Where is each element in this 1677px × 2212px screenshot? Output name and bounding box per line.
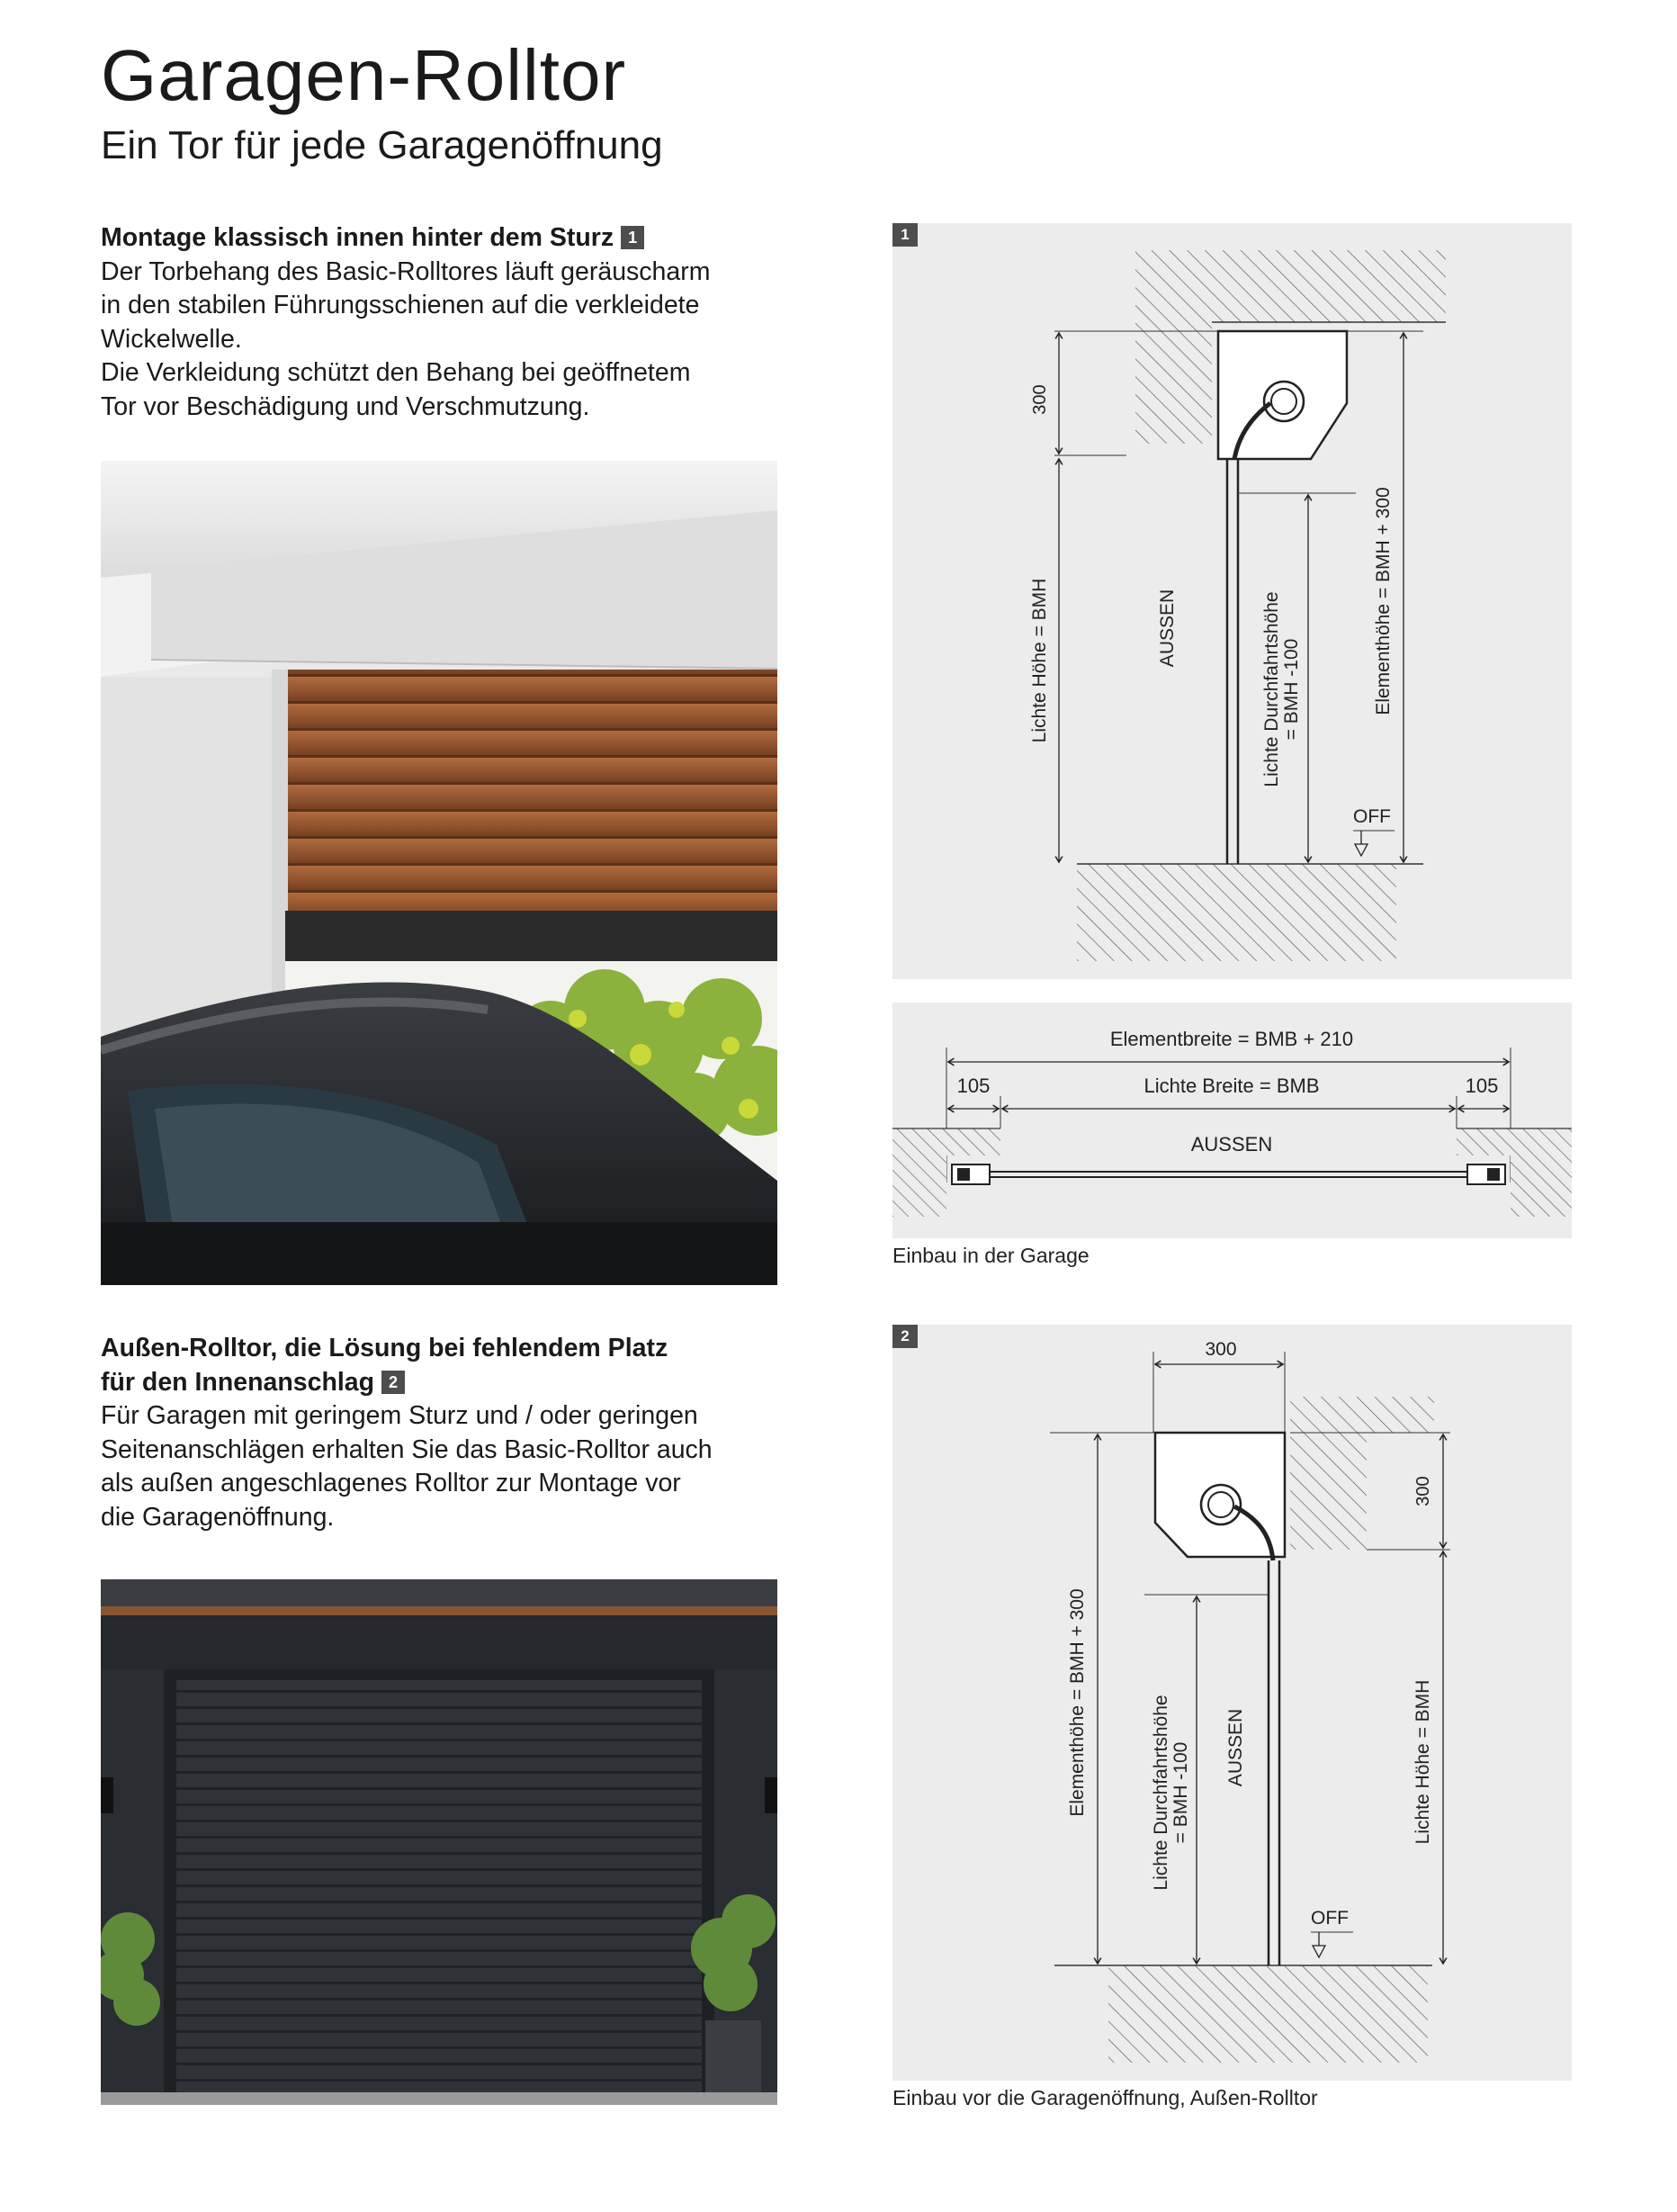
photo-exterior-graphic <box>101 1579 777 2105</box>
dim-300-side-label: 300 <box>1413 1476 1433 1506</box>
plan-aussen-label: AUSSEN <box>1190 1133 1273 1155</box>
plan-caption: Einbau in der Garage <box>892 1244 1090 1267</box>
section-2-heading-line2: für den Innenanschlag 2 <box>101 1366 785 1400</box>
durchfahrt-label-2-line1: Lichte Durchfahrtshöhe <box>1151 1695 1171 1891</box>
diagram-2-badge: 2 <box>892 1325 918 1348</box>
diagram-plan-section <box>892 1003 1572 1238</box>
section-1-line: Tor vor Beschädigung und Verschmutzung. <box>101 391 590 421</box>
off-label-2: OFF <box>1311 1908 1349 1929</box>
photo-interior-rolltor <box>101 461 777 1285</box>
page-title: Garagen-Rolltor <box>101 35 627 115</box>
shaft-icon <box>1264 382 1304 421</box>
floor-hatch-2 <box>1108 1965 1428 2063</box>
off-label: OFF <box>1353 806 1391 827</box>
floor-level-icon-2 <box>1313 1946 1325 1957</box>
aussen-label: AUSSEN <box>1157 589 1178 668</box>
section-1-line: Der Torbehang des Basic-Rolltores läuft geräuscharm <box>101 256 711 286</box>
lintel-hatch <box>1135 250 1446 322</box>
diagram-2-caption: Einbau vor die Garagenöffnung, Außen-Rolltor <box>892 2086 1318 2109</box>
left-wall-hatch <box>892 1128 946 1217</box>
section-1-heading: Montage klassisch innen hinter dem Sturz 1 <box>101 221 785 256</box>
photo-interior-graphic <box>101 461 777 1285</box>
diagram-2-drawing <box>892 1325 1572 2081</box>
elementhoehe-label-2: Elementhöhe = BMH + 300 <box>1067 1588 1088 1817</box>
floor-hatch <box>1077 864 1396 961</box>
section-2-badge: 2 <box>381 1371 405 1394</box>
section-1-line: Die Verkleidung schützt den Behang bei geöffnetem <box>101 358 691 387</box>
lichte-hoehe-label: Lichte Höhe = BMH <box>1029 578 1050 743</box>
durchfahrt-label-2-line2: = BMH -100 <box>1170 1741 1191 1844</box>
section-2-line: Seitenanschlägen erhalten Sie das Basic-Rolltor auch <box>101 1434 713 1464</box>
lintel-side-hatch <box>1135 322 1212 444</box>
section-2-line: die Garagenöffnung. <box>101 1502 335 1532</box>
section-1-text <box>101 221 785 424</box>
left-105-label: 105 <box>956 1075 991 1097</box>
elementhoehe-label: Elementhöhe = BMH + 300 <box>1373 487 1394 715</box>
floor-level-icon <box>1355 844 1368 856</box>
diagram-1-section <box>892 223 1572 979</box>
lichte-hoehe-label-2: Lichte Höhe = BMH <box>1412 1679 1433 1845</box>
guide-rail-2 <box>1269 1560 1279 1965</box>
dim-300-label: 300 <box>1030 384 1050 415</box>
wall-hatch <box>1290 1433 1367 1550</box>
section-2-line: als außen angeschlagenes Rolltor zur Montage vor <box>101 1469 681 1497</box>
diagram-1-drawing <box>892 223 1572 979</box>
diagram-plan-drawing <box>892 1003 1572 1238</box>
aussen-label-2: AUSSEN <box>1225 1708 1246 1787</box>
section-2-line: Für Garagen mit geringem Sturz und / oder geringen <box>101 1401 698 1430</box>
diagram-1-badge: 1 <box>892 223 918 247</box>
section-1-line: Wickelwelle. <box>101 324 242 354</box>
durchfahrt-label-line2: = BMH -100 <box>1281 638 1302 741</box>
page-subtitle: Ein Tor für jede Garagenöffnung <box>101 123 663 167</box>
right-105-label: 105 <box>1465 1075 1499 1097</box>
elementbreite-label: Elementbreite = BMB + 210 <box>1109 1028 1354 1050</box>
photo-exterior-rolltor <box>101 1579 777 2105</box>
lichte-breite-label: Lichte Breite = BMB <box>1143 1075 1320 1097</box>
durchfahrt-label-line1: Lichte Durchfahrtshöhe <box>1261 591 1282 787</box>
section-2-heading-line1: Außen-Rolltor, die Lösung bei fehlendem Platz <box>101 1334 668 1362</box>
dim-300-top-label: 300 <box>1205 1339 1237 1360</box>
shaft-icon-2 <box>1201 1485 1241 1524</box>
section-1-badge: 1 <box>621 226 644 249</box>
right-wall-hatch <box>1511 1128 1572 1217</box>
section-1-line: in den stabilen Führungsschienen auf die verkleidete <box>101 291 700 319</box>
section-2-text <box>101 1332 785 1534</box>
guide-rail <box>1227 459 1238 864</box>
diagram-2-section <box>892 1325 1572 2081</box>
